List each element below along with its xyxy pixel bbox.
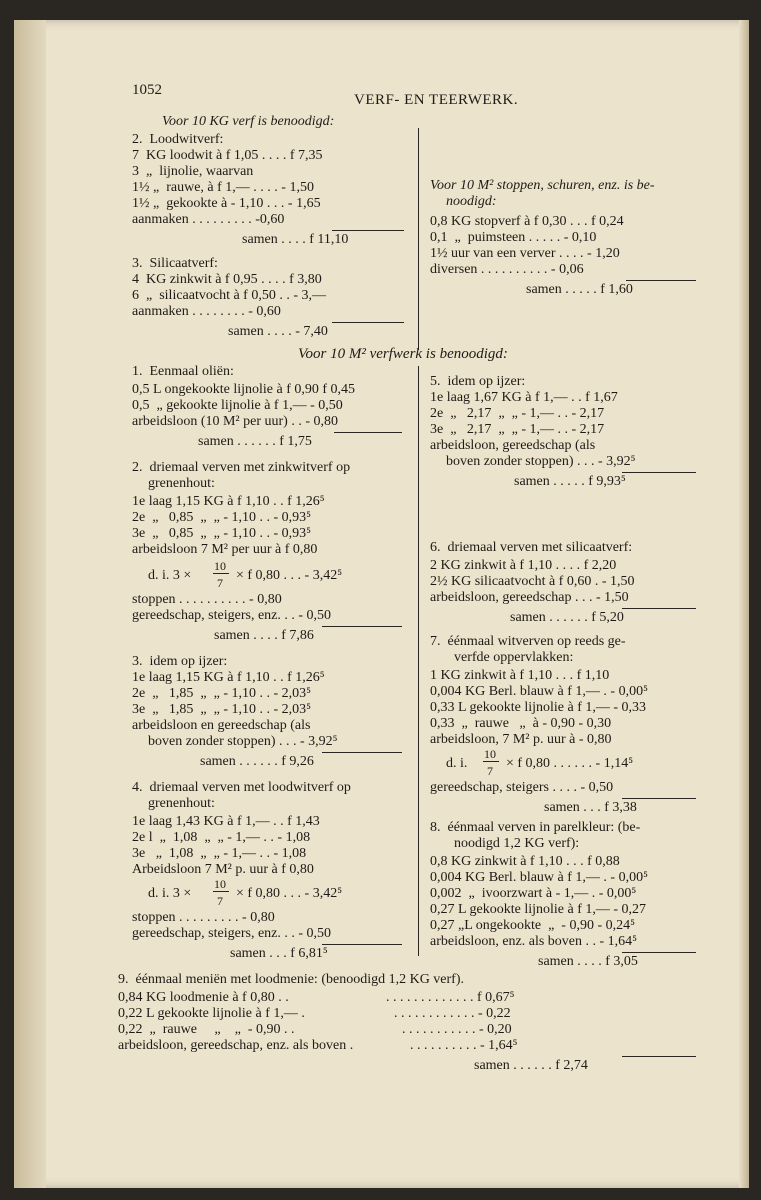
sum-rule — [622, 798, 696, 799]
sum-rule — [622, 1056, 696, 1057]
s4-line: 1e laag 1,43 KG à f 1,— . . f 1,43 — [132, 814, 320, 829]
s3b-line: arbeidsloon en gereedschap (als — [132, 718, 311, 733]
s4-title-cont: grenenhout: — [148, 796, 215, 811]
s9-line: 0,22 „ rauwe „ „ - 0,90 . . — [118, 1022, 295, 1037]
fraction-bar — [213, 573, 229, 574]
s3-line: aanmaken . . . . . . . . - 0,60 — [132, 304, 281, 319]
sum-rule — [622, 472, 696, 473]
page-number: 1052 — [132, 82, 162, 98]
s4-line: 2e l „ 1,08 „ „ - 1,— . . - 1,08 — [132, 830, 311, 845]
stoppen-line: diversen . . . . . . . . . . - 0,06 — [430, 262, 584, 277]
page-gutter — [14, 20, 46, 1188]
fraction-bar — [213, 891, 229, 892]
s4-line: gereedschap, steigers, enz. . . - 0,50 — [132, 926, 332, 941]
s7-title-cont: verfde oppervlakken: — [454, 650, 574, 665]
s1-line: 0,5 „ gekookte lijnolie à f 1,— - 0,50 — [132, 398, 343, 413]
s9-line-amount: . . . . . . . . . . . . . f 0,67⁵ — [386, 990, 515, 1005]
s1-line: 0,5 L ongekookte lijnolie à f 0,90 f 0,45 — [132, 382, 356, 397]
s2b-calc-prefix: d. i. 3 × — [148, 568, 192, 583]
s2b-calc: × f 0,80 . . . - 3,42⁵ — [236, 568, 343, 583]
page-edge — [739, 20, 749, 1188]
stoppen-line: 0,8 KG stopverf à f 0,30 . . . f 0,24 — [430, 214, 624, 229]
sum-rule — [622, 952, 696, 953]
s3-line: 6 „ silicaatvocht à f 0,50 . . - 3,— — [132, 288, 327, 303]
page-title: VERF- EN TEERWERK. — [354, 92, 519, 108]
s7-title: 7. éénmaal witverven op reeds ge- — [430, 634, 626, 649]
s2-line: 1½ „ gekookte à - 1,10 . . . - 1,65 — [132, 196, 321, 211]
s3b-line: 1e laag 1,15 KG à f 1,10 . . f 1,26⁵ — [132, 670, 325, 685]
s7-line: 0,004 KG Berl. blauw à f 1,— . - 0,00⁵ — [430, 684, 648, 699]
s9-line: 0,84 KG loodmenie à f 0,80 . . — [118, 990, 289, 1005]
fraction-numerator: 10 — [214, 877, 226, 891]
s2-title: 2. Loodwitverf: — [132, 132, 224, 147]
fraction-numerator: 10 — [214, 559, 226, 573]
s5-line: 3e „ 2,17 „ „ - 1,— . . - 2,17 — [430, 422, 605, 437]
sum-rule — [332, 322, 404, 323]
s5-line: 1e laag 1,67 KG à f 1,— . . f 1,67 — [430, 390, 618, 405]
s3-line: 4 KG zinkwit à f 0,95 . . . . f 3,80 — [132, 272, 322, 287]
s7-calc-prefix: d. i. — [446, 756, 468, 771]
s9-title: 9. éénmaal meniën met loodmenie: (benoodigd 1,2 KG verf). — [118, 972, 465, 987]
s7-line: 0,33 L gekookte lijnolie à f 1,— - 0,33 — [430, 700, 647, 715]
s4-line: 3e „ 1,08 „ „ - 1,— . . - 1,08 — [132, 846, 307, 861]
s5-line: arbeidsloon, gereedschap (als — [430, 438, 596, 453]
s4-line: Arbeidsloon 7 M² p. uur à f 0,80 — [132, 862, 314, 877]
s7-line: gereedschap, steigers . . . . - 0,50 — [430, 780, 614, 795]
s4-calc: × f 0,80 . . . - 3,42⁵ — [236, 886, 343, 901]
s8-line: 0,004 KG Berl. blauw à f 1,— . - 0,00⁵ — [430, 870, 648, 885]
fraction-bar — [483, 761, 499, 762]
sum-rule — [332, 230, 404, 231]
s2-line: aanmaken . . . . . . . . . -0,60 — [132, 212, 285, 227]
s1-title: 1. Eenmaal oliën: — [132, 364, 234, 379]
sum-rule — [322, 626, 402, 627]
s8-total: samen . . . . f 3,05 — [538, 954, 638, 969]
s8-line: arbeidsloon, enz. als boven . . - 1,64⁵ — [430, 934, 638, 949]
s7-calc: × f 0,80 . . . . . . - 1,14⁵ — [506, 756, 634, 771]
s2-line: 3 „ lijnolie, waarvan — [132, 164, 254, 179]
sum-rule — [322, 944, 402, 945]
s3b-total: samen . . . . . . f 9,26 — [200, 754, 314, 769]
stoppen-total: samen . . . . . f 1,60 — [526, 282, 633, 297]
s9-total: samen . . . . . . f 2,74 — [474, 1058, 588, 1073]
s8-title-cont: noodigd 1,2 KG verf): — [454, 836, 580, 851]
stoppen-line: 0,1 „ puimsteen . . . . . - 0,10 — [430, 230, 597, 245]
s8-line: 0,27 L gekookte lijnolie à f 1,— - 0,27 — [430, 902, 647, 917]
s3-title: 3. Silicaatverf: — [132, 256, 218, 271]
s6-line: arbeidsloon, gereedschap . . . - 1,50 — [430, 590, 629, 605]
fraction-denominator: 7 — [217, 894, 223, 908]
heading-verfwerk: Voor 10 M² verfwerk is benoodigd: — [298, 346, 508, 362]
sum-rule — [622, 608, 696, 609]
s9-line-amount: . . . . . . . . . . - 1,64⁵ — [410, 1038, 518, 1053]
s5-title: 5. idem op ijzer: — [430, 374, 526, 389]
s9-line: 0,22 L gekookte lijnolie à f 1,— . — [118, 1006, 305, 1021]
s2-line: 1½ „ rauwe, à f 1,— . . . . - 1,50 — [132, 180, 314, 195]
s8-line: 0,002 „ ivoorzwart à - 1,— . - 0,00⁵ — [430, 886, 637, 901]
s1-total: samen . . . . . . f 1,75 — [198, 434, 312, 449]
s4-line: stoppen . . . . . . . . . - 0,80 — [132, 910, 275, 925]
s2b-total: samen . . . . f 7,86 — [214, 628, 314, 643]
s8-line: 0,8 KG zinkwit à f 1,10 . . . f 0,88 — [430, 854, 620, 869]
s3-total: samen . . . . - 7,40 — [228, 324, 328, 339]
s8-line: 0,27 „L ongekookte „ - 0,90 - 0,24⁵ — [430, 918, 635, 933]
s3b-line: 2e „ 1,85 „ „ - 1,10 . . - 2,03⁵ — [132, 686, 312, 701]
s2b-line: gereedschap, steigers, enz. . . - 0,50 — [132, 608, 332, 623]
heading-verf: Voor 10 KG verf is benoodigd: — [162, 114, 335, 129]
s7-line: arbeidsloon, 7 M² p. uur à - 0,80 — [430, 732, 612, 747]
sum-rule — [626, 280, 696, 281]
s2b-line: arbeidsloon 7 M² per uur à f 0,80 — [132, 542, 318, 557]
s2-line: 7 KG loodwit à f 1,05 . . . . f 7,35 — [132, 148, 323, 163]
s6-line: 2½ KG silicaatvocht à f 0,60 . - 1,50 — [430, 574, 635, 589]
s5-total: samen . . . . . f 9,93⁵ — [514, 474, 626, 489]
fraction-denominator: 7 — [217, 576, 223, 590]
s2b-line: stoppen . . . . . . . . . . - 0,80 — [132, 592, 282, 607]
s7-line: 1 KG zinkwit à f 1,10 . . . f 1,10 — [430, 668, 610, 683]
s6-title: 6. driemaal verven met silicaatverf: — [430, 540, 633, 555]
column-divider — [418, 128, 419, 350]
s2b-line: 1e laag 1,15 KG à f 1,10 . . f 1,26⁵ — [132, 494, 325, 509]
s2b-title: 2. driemaal verven met zinkwitverf op — [132, 460, 351, 475]
fraction-denominator: 7 — [487, 764, 493, 778]
column-divider — [418, 366, 419, 956]
s2b-line: 2e „ 0,85 „ „ - 1,10 . . - 0,93⁵ — [132, 510, 312, 525]
s4-calc-prefix: d. i. 3 × — [148, 886, 192, 901]
s9-line-amount: . . . . . . . . . . . - 0,20 — [402, 1022, 512, 1037]
s7-total: samen . . . f 3,38 — [544, 800, 637, 815]
s2b-title-cont: grenenhout: — [148, 476, 215, 491]
heading-stoppen: Voor 10 M² stoppen, schuren, enz. is be- — [430, 178, 655, 193]
s9-line-amount: . . . . . . . . . . . . - 0,22 — [394, 1006, 511, 1021]
s4-total: samen . . . f 6,81⁵ — [230, 946, 328, 961]
s4-title: 4. driemaal verven met loodwitverf op — [132, 780, 351, 795]
sum-rule — [322, 752, 402, 753]
s1-line: arbeidsloon (10 M² per uur) . . - 0,80 — [132, 414, 338, 429]
s5-line: 2e „ 2,17 „ „ - 1,— . . - 2,17 — [430, 406, 605, 421]
s7-line: 0,33 „ rauwe „ à - 0,90 - 0,30 — [430, 716, 612, 731]
fraction-numerator: 10 — [484, 747, 496, 761]
s9-line: arbeidsloon, gereedschap, enz. als boven . — [118, 1038, 354, 1053]
s3b-line: 3e „ 1,85 „ „ - 1,10 . . - 2,03⁵ — [132, 702, 312, 717]
s2b-line: 3e „ 0,85 „ „ - 1,10 . . - 0,93⁵ — [132, 526, 312, 541]
s8-title: 8. éénmaal verven in parelkleur: (be- — [430, 820, 641, 835]
s3b-line: boven zonder stoppen) . . . - 3,92⁵ — [148, 734, 338, 749]
s3b-title: 3. idem op ijzer: — [132, 654, 228, 669]
s5-line: boven zonder stoppen) . . . - 3,92⁵ — [446, 454, 636, 469]
stoppen-line: 1½ uur van een verver . . . . - 1,20 — [430, 246, 620, 261]
book-page — [14, 20, 749, 1188]
s6-total: samen . . . . . . f 5,20 — [510, 610, 624, 625]
s6-line: 2 KG zinkwit à f 1,10 . . . . f 2,20 — [430, 558, 617, 573]
heading-stoppen-cont: noodigd: — [446, 194, 497, 209]
sum-rule — [334, 432, 402, 433]
s2-total: samen . . . . f 11,10 — [242, 232, 349, 247]
